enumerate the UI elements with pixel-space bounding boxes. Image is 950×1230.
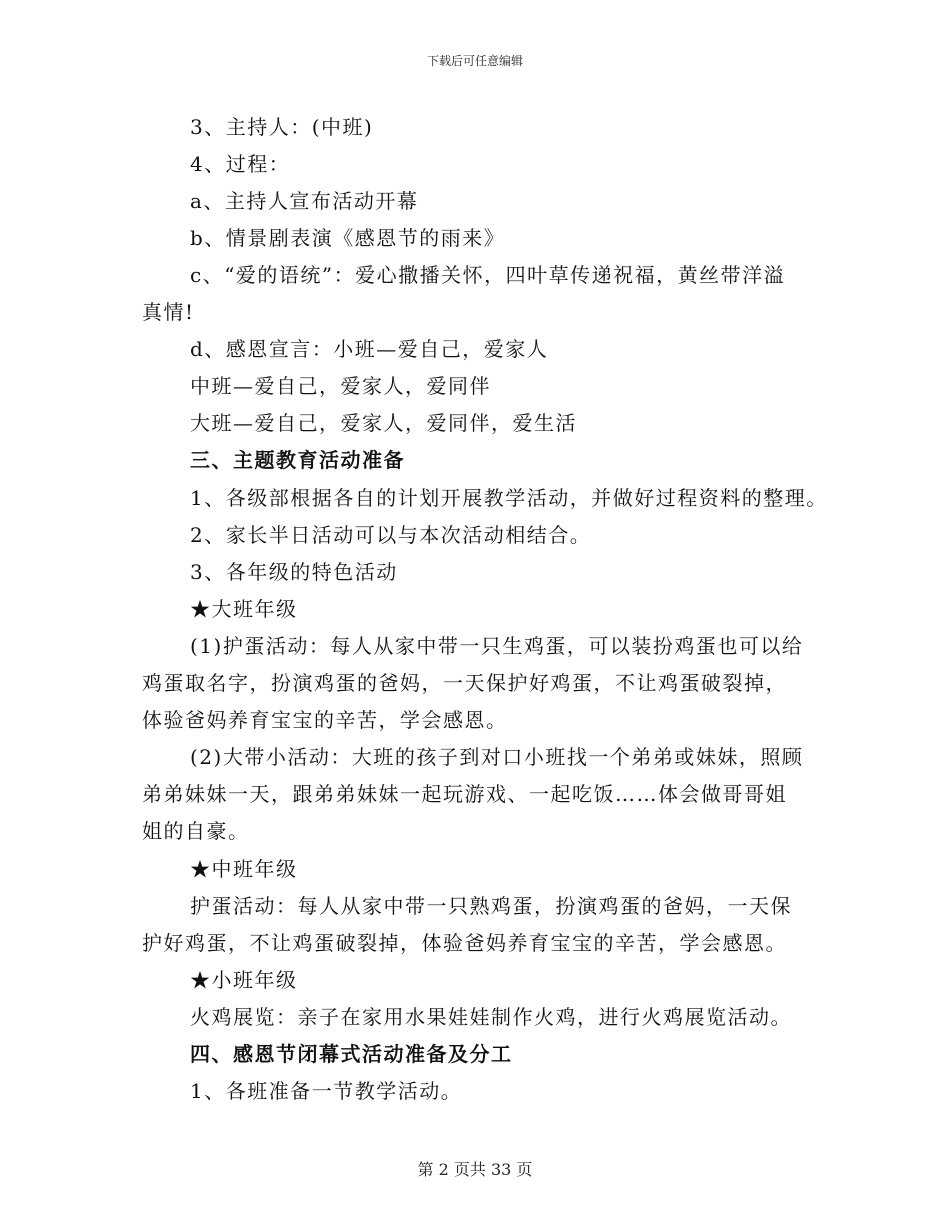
text-line: ★小班年级 — [190, 968, 298, 992]
text-line: ★中班年级 — [190, 857, 298, 881]
text-line: 中班—爱自己，爱家人，爱同伴 — [190, 374, 491, 398]
text-line: b、情景剧表演《感恩节的雨来》 — [190, 226, 506, 250]
text-line: 姐的自豪。 — [142, 819, 250, 843]
section-heading: 四、感恩节闭幕式活动准备及分工 — [190, 1042, 513, 1066]
text-line: ★大班年级 — [190, 597, 298, 621]
text-line: c、“爱的语统”：爱心撒播关怀，四叶草传递祝福，黄丝带洋溢 — [190, 263, 786, 287]
text-line: 大班—爱自己，爱家人，爱同伴，爱生活 — [190, 411, 577, 435]
text-line: 护蛋活动：每人从家中带一只熟鸡蛋，扮演鸡蛋的爸妈，一天保 — [190, 894, 792, 918]
text-line: (1)护蛋活动：每人从家中带一只生鸡蛋，可以装扮鸡蛋也可以给 — [190, 634, 804, 658]
text-line: 3、主持人：(中班) — [190, 115, 374, 139]
text-line: (2)大带小活动：大班的孩子到对口小班找一个弟弟或妹妹，照顾 — [190, 745, 804, 769]
text-line: 4、过程： — [190, 152, 291, 176]
section-heading: 三、主题教育活动准备 — [190, 448, 405, 472]
text-line: 2、家长半日活动可以与本次活动相结合。 — [190, 523, 592, 547]
text-line: 体验爸妈养育宝宝的辛苦，学会感恩。 — [142, 708, 508, 732]
text-line: 3、各年级的特色活动 — [190, 560, 398, 584]
text-line: 1、各级部根据各自的计划开展教学活动，并做好过程资料的整理。 — [190, 486, 828, 510]
text-line: 1、各班准备一节教学活动。 — [190, 1079, 463, 1103]
page-footer: 第 2 页共 33 页 — [417, 1160, 533, 1179]
text-line: a、主持人宣布活动开幕 — [190, 189, 419, 213]
text-line: 鸡蛋取名字，扮演鸡蛋的爸妈，一天保护好鸡蛋，不让鸡蛋破裂掉， — [142, 671, 787, 695]
text-line: 护好鸡蛋，不让鸡蛋破裂掉，体验爸妈养育宝宝的辛苦，学会感恩。 — [142, 931, 787, 955]
text-line: d、感恩宣言：小班—爱自己，爱家人 — [190, 337, 549, 361]
text-line: 火鸡展览：亲子在家用水果娃娃制作火鸡，进行火鸡展览活动。 — [190, 1005, 792, 1029]
text-line: 真情! — [142, 300, 195, 324]
text-line: 弟弟妹妹一天，跟弟弟妹妹一起玩游戏、一起吃饭……体会做哥哥姐 — [142, 782, 787, 806]
page-header: 下载后可任意编辑 — [426, 54, 523, 68]
